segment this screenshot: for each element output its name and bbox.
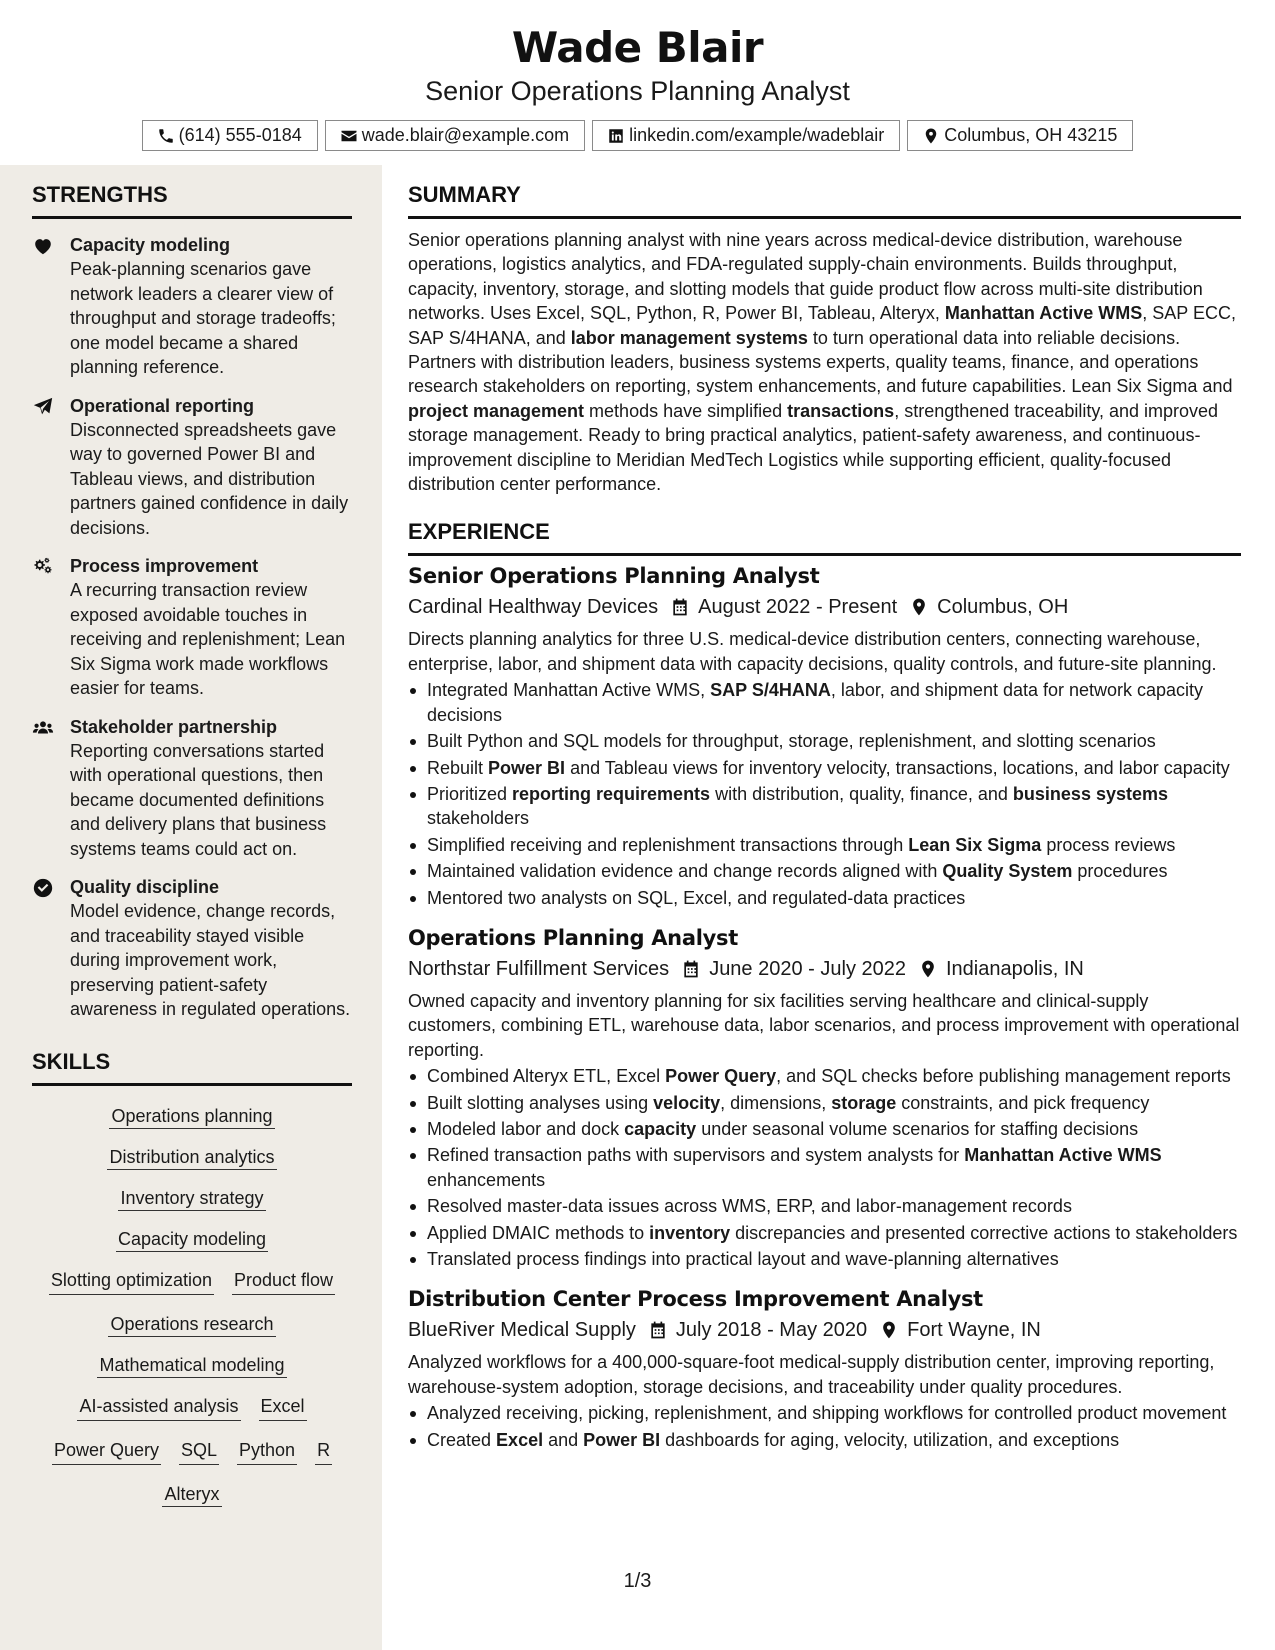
strength-desc: Peak-planning scenarios gave network leaders a clearer view of throughput and storage tradeoffs; one model became a shared planning reference.: [70, 259, 336, 377]
job-title: Senior Operations Planning Analyst: [408, 564, 820, 589]
text-run: Created: [427, 1429, 497, 1450]
job-dates: July 2018 - May 2020: [675, 1319, 868, 1342]
job-dates: June 2020 - July 2022: [709, 957, 906, 980]
strength-name: Stakeholder partnership: [70, 716, 278, 737]
page-number: 1/3: [623, 1570, 652, 1592]
emphasis-text: transactions: [787, 400, 895, 421]
sidebar: [0, 165, 382, 1650]
text-run: methods have simplified: [584, 400, 788, 421]
resume-header: [0, 0, 1275, 165]
job-bullets: [408, 1401, 1241, 1452]
skill-tag: Distribution analytics: [107, 1147, 276, 1170]
emphasis-text: capacity: [624, 1118, 697, 1139]
text-run: Mentored two analysts on SQL, Excel, and regulated-data practices: [427, 887, 966, 908]
skill-tag: Slotting optimization: [49, 1268, 214, 1295]
text-run: dashboards for aging, velocity, utilization, and exceptions: [660, 1429, 1120, 1450]
experience-heading: EXPERIENCE: [408, 502, 1241, 556]
text-run: Translated process findings into practical layout and wave-planning alternatives: [427, 1249, 1059, 1269]
text-run: Maintained validation evidence and change records aligned with: [427, 861, 943, 882]
text-run: and Tableau views for inventory velocity, transactions, locations, and labor capacity: [565, 757, 1230, 778]
emphasis-text: inventory: [649, 1222, 731, 1243]
bullet-item: [408, 678, 1241, 727]
job-location: Indianapolis, IN: [946, 957, 1084, 980]
emphasis-text: Excel: [496, 1429, 544, 1450]
calendar-icon: [648, 1320, 668, 1340]
text-run: , and SQL checks before publishing management reports: [776, 1066, 1231, 1087]
emphasis-text: storage: [831, 1092, 897, 1113]
job-title: Operations Planning Analyst: [408, 925, 738, 950]
skill-row: [32, 1186, 352, 1210]
contact-phone[interactable]: [142, 120, 318, 151]
summary-heading: SUMMARY: [408, 165, 1241, 219]
bullet-item: [408, 1221, 1241, 1245]
skill-tag: Mathematical modeling: [97, 1355, 286, 1378]
skill-tag: Inventory strategy: [118, 1188, 265, 1211]
skill-tag: Operations planning: [109, 1106, 274, 1129]
job-bullets: [408, 678, 1241, 910]
summary-text: [408, 228, 1241, 496]
job-company: Cardinal Healthway Devices: [408, 596, 659, 619]
strength-name: Operational reporting: [70, 395, 255, 416]
text-run: Integrated Manhattan Active WMS,: [427, 680, 711, 701]
strength-item: [32, 394, 352, 541]
job-description: Analyzed workflows for a 400,000-square-foot medical-supply distribution center, improving reporting, warehouse-system adoption, storage decisions, and traceability under quality procedures.: [408, 1352, 1215, 1397]
text-run: Prioritized: [427, 783, 513, 804]
bullet-item: [408, 756, 1241, 780]
text-run: , SAP ECC, SAP S/4HANA, and: [408, 303, 1236, 348]
job-description: Directs planning analytics for three U.S. medical-device distribution centers, connecting warehouse, enterprise, labor, and shipment data with capacity decisions, quality controls, and future-site planning.: [408, 629, 1217, 674]
bullet-item: [408, 886, 1241, 910]
skill-tag: Python: [237, 1438, 297, 1465]
text-run: Built Python and SQL models for throughput, storage, replenishment, and slotting scenarios: [427, 731, 1156, 752]
emphasis-text: Manhattan Active WMS: [964, 1145, 1162, 1166]
job-bullets: [408, 1064, 1241, 1271]
main-column: [408, 165, 1241, 1454]
strength-item: [32, 875, 352, 1022]
skill-tag: Capacity modeling: [116, 1229, 268, 1252]
bullet-item: [408, 782, 1241, 831]
bullet-item: [408, 1143, 1241, 1192]
text-run: under seasonal volume scenarios for staffing decisions: [696, 1118, 1139, 1139]
text-run: Modeled labor and dock: [427, 1118, 625, 1139]
gears-icon: [32, 556, 54, 578]
contact-email-text: wade.blair@example.com: [361, 125, 570, 145]
check-circle-icon: [32, 877, 54, 899]
bullet-item: [408, 1091, 1241, 1115]
skill-tag: Alteryx: [162, 1484, 221, 1507]
strength-desc: A recurring transaction review exposed avoidable touches in receiving and replenishment; Lean Six Sigma work made workflows easier for teams.: [70, 580, 346, 698]
strength-desc: Reporting conversations started with operational questions, then became documented definitions and delivery plans that business systems teams could act on.: [70, 740, 327, 859]
envelope-icon: [340, 127, 358, 145]
job-meta: [408, 593, 1241, 621]
job-location: Fort Wayne, IN: [907, 1319, 1041, 1342]
linkedin-icon: [607, 127, 625, 145]
skill-tag: Excel: [259, 1394, 307, 1421]
job-meta: [408, 1316, 1241, 1344]
users-icon: [32, 717, 54, 739]
text-run: Applied DMAIC methods to: [427, 1222, 650, 1243]
text-run: , labor, and shipment data for network capacity decisions: [427, 680, 1204, 725]
emphasis-text: Manhattan Active WMS: [944, 303, 1143, 324]
text-run: Simplified receiving and replenishment transactions through: [427, 834, 909, 855]
emphasis-text: Quality System: [942, 861, 1073, 882]
skill-row: [32, 1353, 352, 1377]
skill-tag: Product flow: [232, 1268, 335, 1295]
skill-tag: SQL: [179, 1438, 219, 1465]
job-title: Distribution Center Process Improvement Analyst: [408, 1287, 983, 1312]
emphasis-text: project management: [408, 400, 585, 421]
text-run: procedures: [1072, 861, 1168, 882]
bullet-item: [408, 1247, 1241, 1271]
text-run: , strengthened traceability, and improved storage management. Ready to bring practical analytics, patient-safety awareness, and continuous-improvement discipline to Meridian MedTech Logistics while supporting efficient, quality-focused distribution center performance.: [408, 400, 1219, 495]
emphasis-text: velocity: [653, 1092, 721, 1113]
skill-row: [32, 1145, 352, 1169]
job-location: Columbus, OH: [937, 596, 1069, 619]
skill-tag: Operations research: [108, 1314, 275, 1337]
bullet-item: [408, 1428, 1241, 1452]
strength-name: Capacity modeling: [70, 235, 231, 255]
skill-tag: Power Query: [52, 1438, 161, 1465]
text-run: stakeholders: [427, 808, 530, 829]
text-run: Combined Alteryx ETL, Excel: [427, 1066, 666, 1087]
text-run: Resolved master-data issues across WMS, ERP, and labor-management records: [427, 1196, 1072, 1217]
contact-location-text: Columbus, OH 43215: [944, 125, 1118, 145]
calendar-icon: [681, 959, 701, 979]
skills-list: [32, 1104, 352, 1506]
job-meta: [408, 955, 1241, 983]
skill-tag: AI-assisted analysis: [77, 1394, 240, 1421]
text-run: process reviews: [1041, 834, 1176, 855]
strength-name: Process improvement: [70, 556, 259, 576]
contact-linkedin[interactable]: [592, 120, 900, 151]
strengths-heading: STRENGTHS: [32, 165, 352, 219]
strength-desc: Model evidence, change records, and traceability stayed visible during improvement work, preserving patient-safety awareness in regulated operations.: [70, 901, 351, 1019]
text-run: Analyzed receiving, picking, replenishment, and shipping workflows for controlled product movement: [427, 1403, 1227, 1424]
map-pin-icon: [918, 959, 938, 979]
strength-name: Quality discipline: [70, 877, 220, 897]
contact-bar: [0, 120, 1275, 151]
contact-location[interactable]: [907, 120, 1133, 151]
text-run: Senior operations planning analyst with nine years across medical-device distribution, warehouse operations, logistics analytics, and FDA-regulated supply-chain environments. Builds throughput, capacity, inventory, storage, and slotting models that guide product flow across multi-site distribution networks. Uses Excel, SQL, Python, R, Power BI, Tableau, Alteryx,: [408, 230, 1203, 324]
candidate-name: Wade Blair: [511, 23, 764, 72]
emphasis-text: reporting requirements: [512, 783, 711, 804]
text-run: constraints, and pick frequency: [896, 1092, 1150, 1113]
bullet-item: [408, 729, 1241, 753]
text-run: to turn operational data into reliable decisions. Partners with distribution leaders, business systems experts, quality teams, finance, and operations research stakeholders on reporting, system enhancements, and future capabilities. Lean Six Sigma and: [408, 327, 1233, 397]
job-entry: [408, 562, 1241, 909]
text-run: enhancements: [427, 1169, 546, 1190]
contact-phone-text: (614) 555-0184: [178, 125, 302, 145]
skill-row: [32, 1104, 352, 1128]
text-run: discrepancies and presented corrective actions to stakeholders: [730, 1222, 1238, 1243]
strength-desc: Disconnected spreadsheets gave way to governed Power BI and Tableau views, and distribution partners gained confidence in daily decisions.: [70, 419, 349, 538]
skill-row: [32, 1482, 352, 1506]
job-description: Owned capacity and inventory planning for six facilities serving healthcare and clinical-supply customers, combining ETL, warehouse data, labor scenarios, and process improvement with operational reporting.: [408, 990, 1240, 1060]
skills-heading: SKILLS: [32, 1032, 352, 1086]
job-dates: August 2022 - Present: [698, 596, 898, 619]
paper-plane-icon: [32, 396, 54, 418]
emphasis-text: Power BI: [488, 757, 566, 778]
contact-linkedin-text: linkedin.com/example/wadeblair: [629, 125, 885, 145]
bullet-item: [408, 1194, 1241, 1218]
text-run: , dimensions,: [720, 1092, 832, 1113]
emphasis-text: Power BI: [583, 1429, 661, 1450]
emphasis-text: Lean Six Sigma: [908, 834, 1042, 855]
phone-icon: [157, 127, 175, 145]
bullet-item: [408, 833, 1241, 857]
job-company: BlueRiver Medical Supply: [408, 1319, 636, 1342]
text-run: Rebuilt: [427, 757, 489, 778]
job-company: Northstar Fulfillment Services: [408, 957, 670, 980]
text-run: Built slotting analyses using: [427, 1092, 654, 1113]
contact-email[interactable]: [325, 120, 585, 151]
text-run: with distribution, quality, finance, and: [710, 783, 1013, 804]
text-run: Refined transaction paths with supervisors and system analysts for: [427, 1145, 965, 1166]
strength-item: [32, 715, 352, 862]
candidate-title: Senior Operations Planning Analyst: [425, 76, 850, 106]
strength-item: [32, 554, 352, 701]
bullet-item: [408, 1064, 1241, 1088]
skill-row: [32, 1312, 352, 1336]
bullet-item: [408, 1401, 1241, 1425]
calendar-icon: [670, 597, 690, 617]
bullet-item: [408, 859, 1241, 883]
emphasis-text: SAP S/4HANA: [710, 680, 831, 701]
skill-tag: R: [315, 1438, 332, 1465]
emphasis-text: Power Query: [665, 1066, 777, 1087]
job-entry: [408, 924, 1241, 1271]
strength-item: [32, 233, 352, 380]
job-entry: [408, 1285, 1241, 1452]
text-run: and: [543, 1429, 584, 1450]
bullet-item: [408, 1117, 1241, 1141]
map-pin-icon: [922, 127, 940, 145]
map-pin-icon: [909, 597, 929, 617]
skill-row: [32, 1227, 352, 1251]
heart-icon: [32, 235, 54, 257]
map-pin-icon: [879, 1320, 899, 1340]
emphasis-text: labor management systems: [570, 327, 808, 348]
emphasis-text: business systems: [1012, 783, 1169, 804]
